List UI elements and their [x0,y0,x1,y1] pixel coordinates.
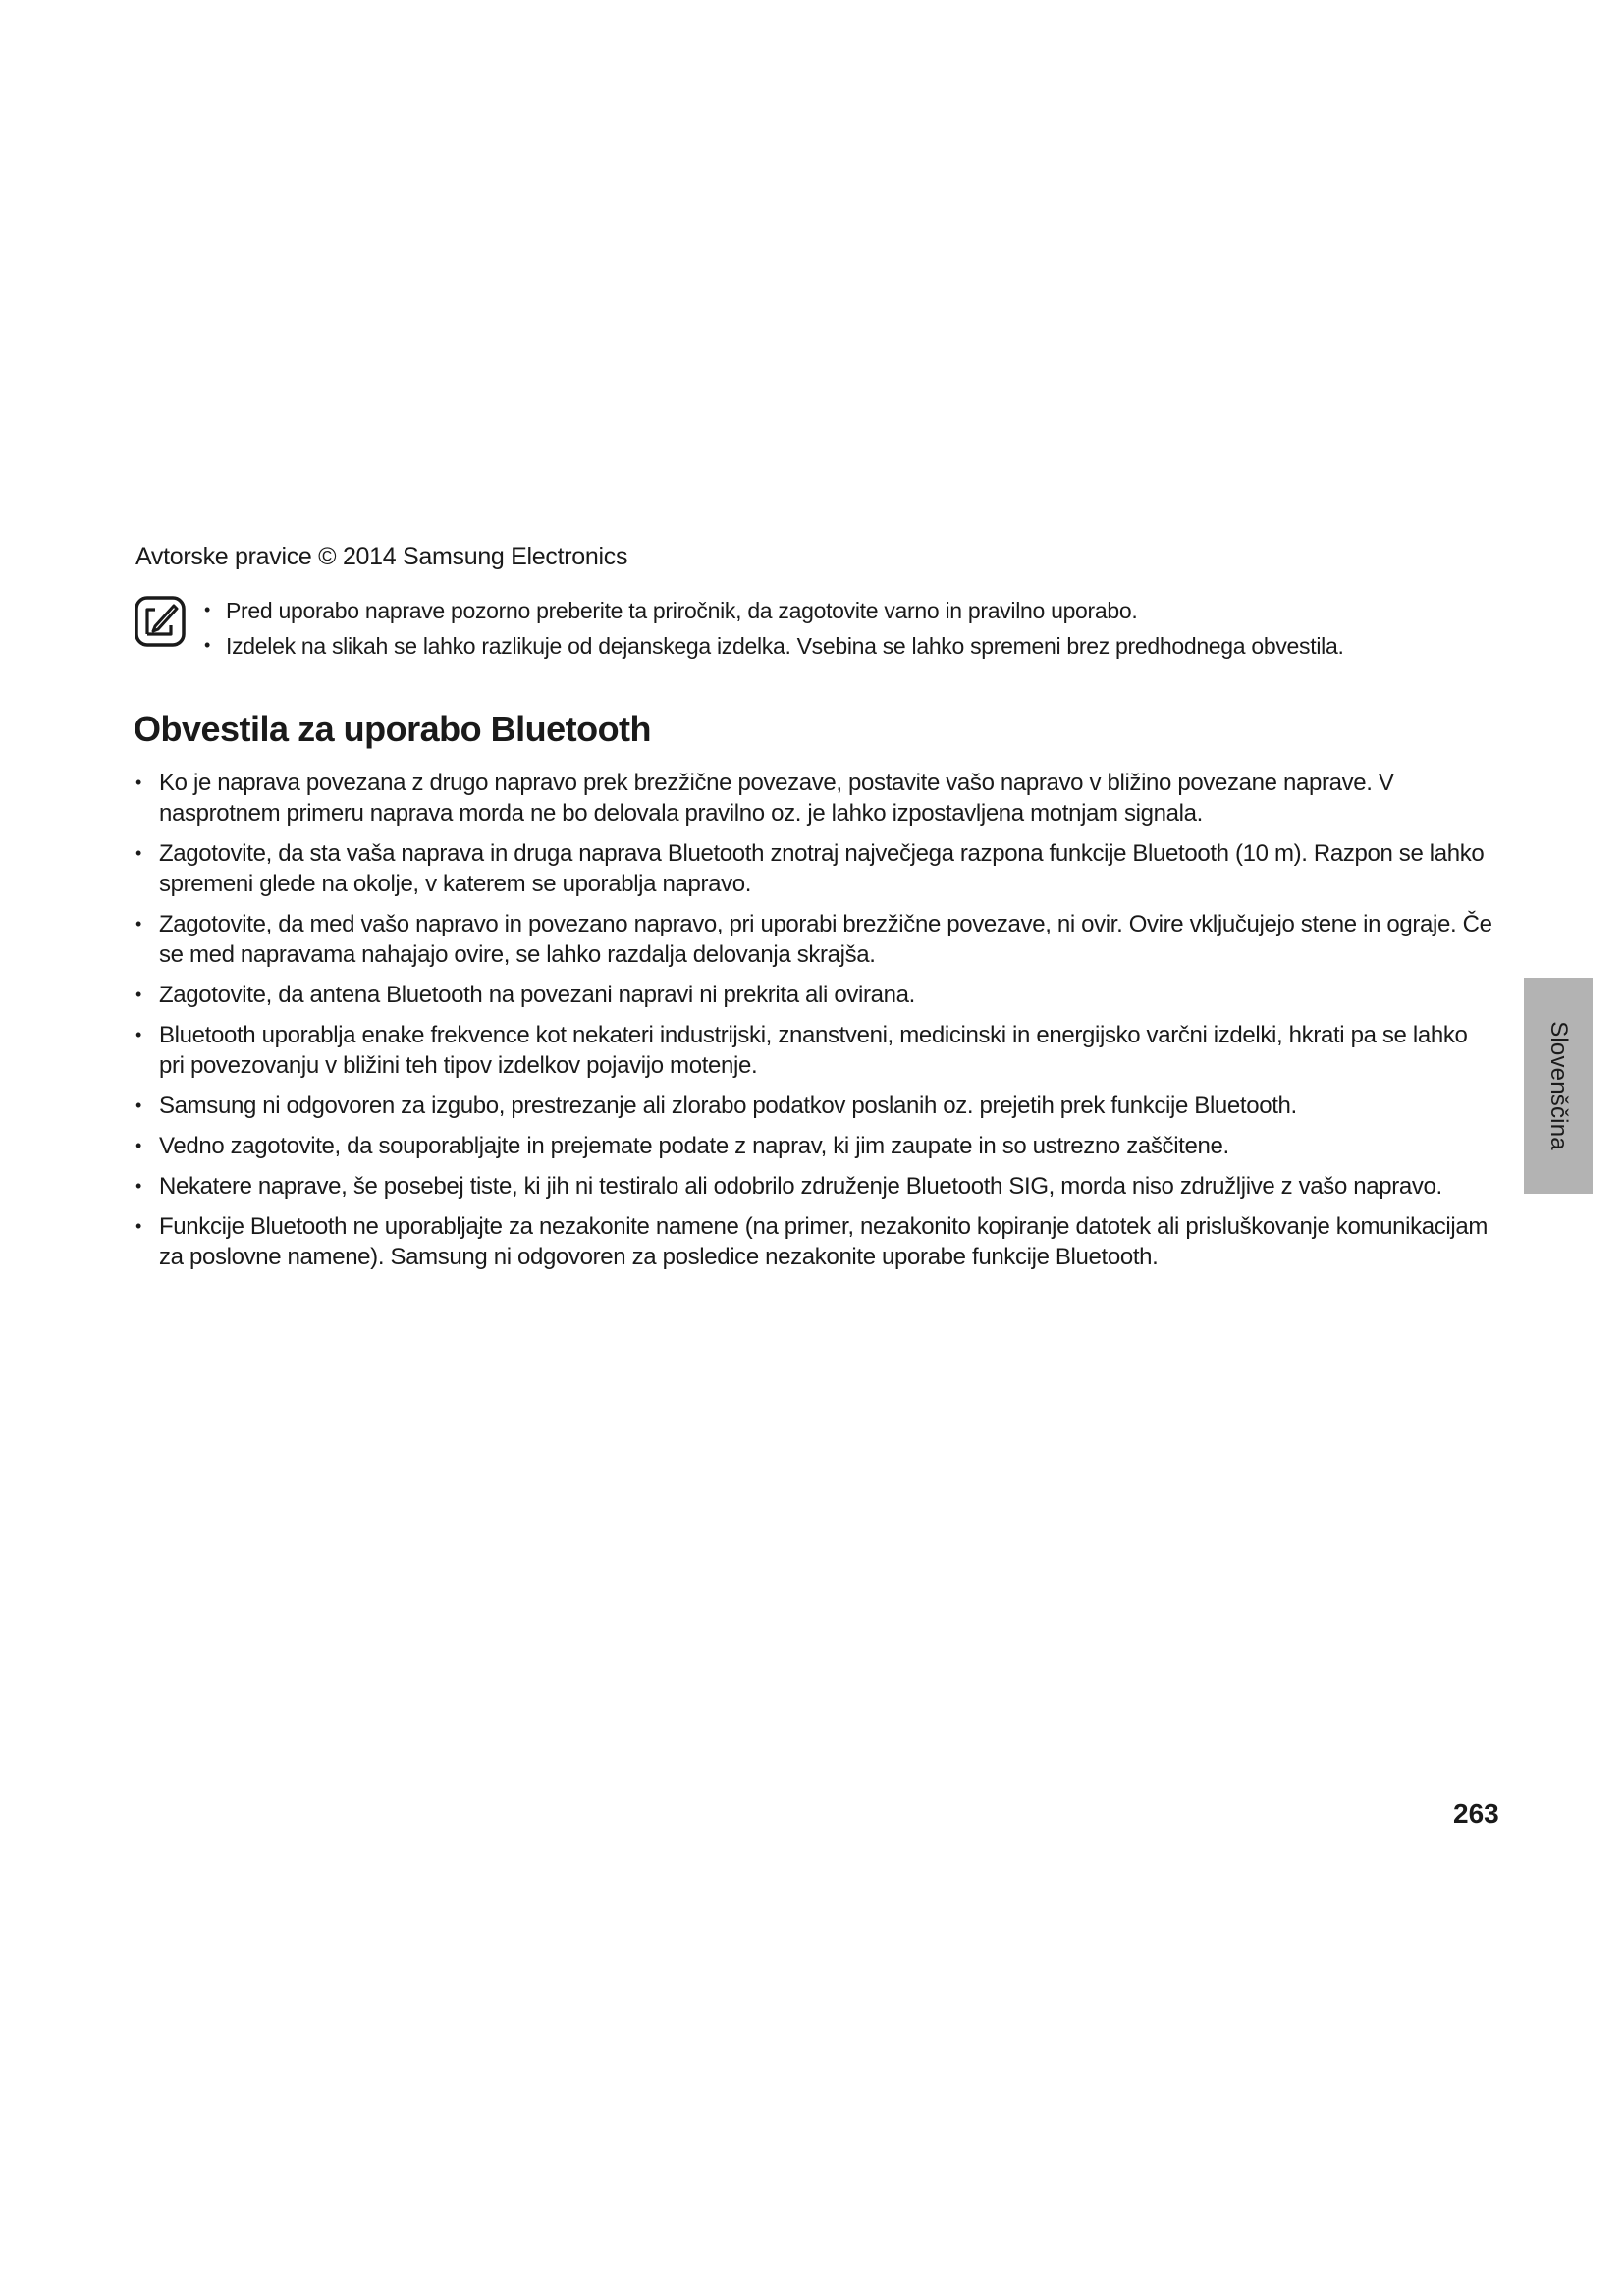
section-heading: Obvestila za uporabo Bluetooth [134,709,652,749]
list-item: • Vedno zagotovite, da souporabljajte in prejemate podate z naprav, ki jim zaupate in so ustrezno zaščitene. [134,1131,1498,1161]
note-list [204,593,1461,664]
list-item: • Zagotovite, da sta vaša naprava in druga naprava Bluetooth znotraj največjega razpona funkcije Bluetooth (10 m). Razpon se lahko spremeni glede na okolje, v katerem se uporablja napravo. [134,838,1498,899]
list-item: • Funkcije Bluetooth ne uporabljajte za nezakonite namene (na primer, nezakonito kopiranje datotek ali prisluškovanje komunikacijam za poslovne namene). Samsung ni odgovoren za posledice nezakonite uporabe funkcije Bluetooth. [134,1211,1498,1272]
note-item: • Izdelek na slikah se lahko razlikuje od dejanskega izdelka. Vsebina se lahko spremeni brez predhodnega obvestila. [204,628,1461,664]
list-item: • Bluetooth uporablja enake frekvence kot nekateri industrijski, znanstveni, medicinski in energijsko varčni izdelki, hkrati pa se lahko pri povezovanju v bližini teh tipov izdelkov pojavijo motenje. [134,1020,1498,1081]
page-number: 263 [1453,1798,1499,1829]
list-item: • Samsung ni odgovoren za izgubo, prestrezanje ali zlorabo podatkov poslanih oz. prejetih prek funkcije Bluetooth. [134,1091,1498,1121]
note-item: • Pred uporabo naprave pozorno preberite ta priročnik, da zagotovite varno in pravilno uporabo. [204,593,1461,628]
language-side-tab [1524,978,1593,1194]
list-item: • Nekatere naprave, še posebej tiste, ki jih ni testiralo ali odobrilo združenje Bluetooth SIG, morda niso združljive z vašo napravo. [134,1171,1498,1201]
list-item: • Zagotovite, da med vašo napravo in povezano napravo, pri uporabi brezžične povezave, ni ovir. Ovire vključujejo stene in ograje. Če se med napravama nahajajo ovire, se lahko razdalja delovanja skrajša. [134,909,1498,970]
list-item: • Zagotovite, da antena Bluetooth na povezani napravi ni prekrita ali ovirana. [134,980,1498,1010]
bluetooth-notice-list [134,768,1498,1282]
note-icon [134,595,187,648]
copyright-text: Avtorske pravice © 2014 Samsung Electronics [135,543,628,570]
side-tab-label: Slovenščina [1545,1021,1572,1150]
list-item: • Ko je naprava povezana z drugo napravo prek brezžične povezave, postavite vašo napravo v bližino povezane naprave. V nasprotnem primeru naprava morda ne bo delovala pravilno oz. je lahko izpostavljena motnjam signala. [134,768,1498,828]
